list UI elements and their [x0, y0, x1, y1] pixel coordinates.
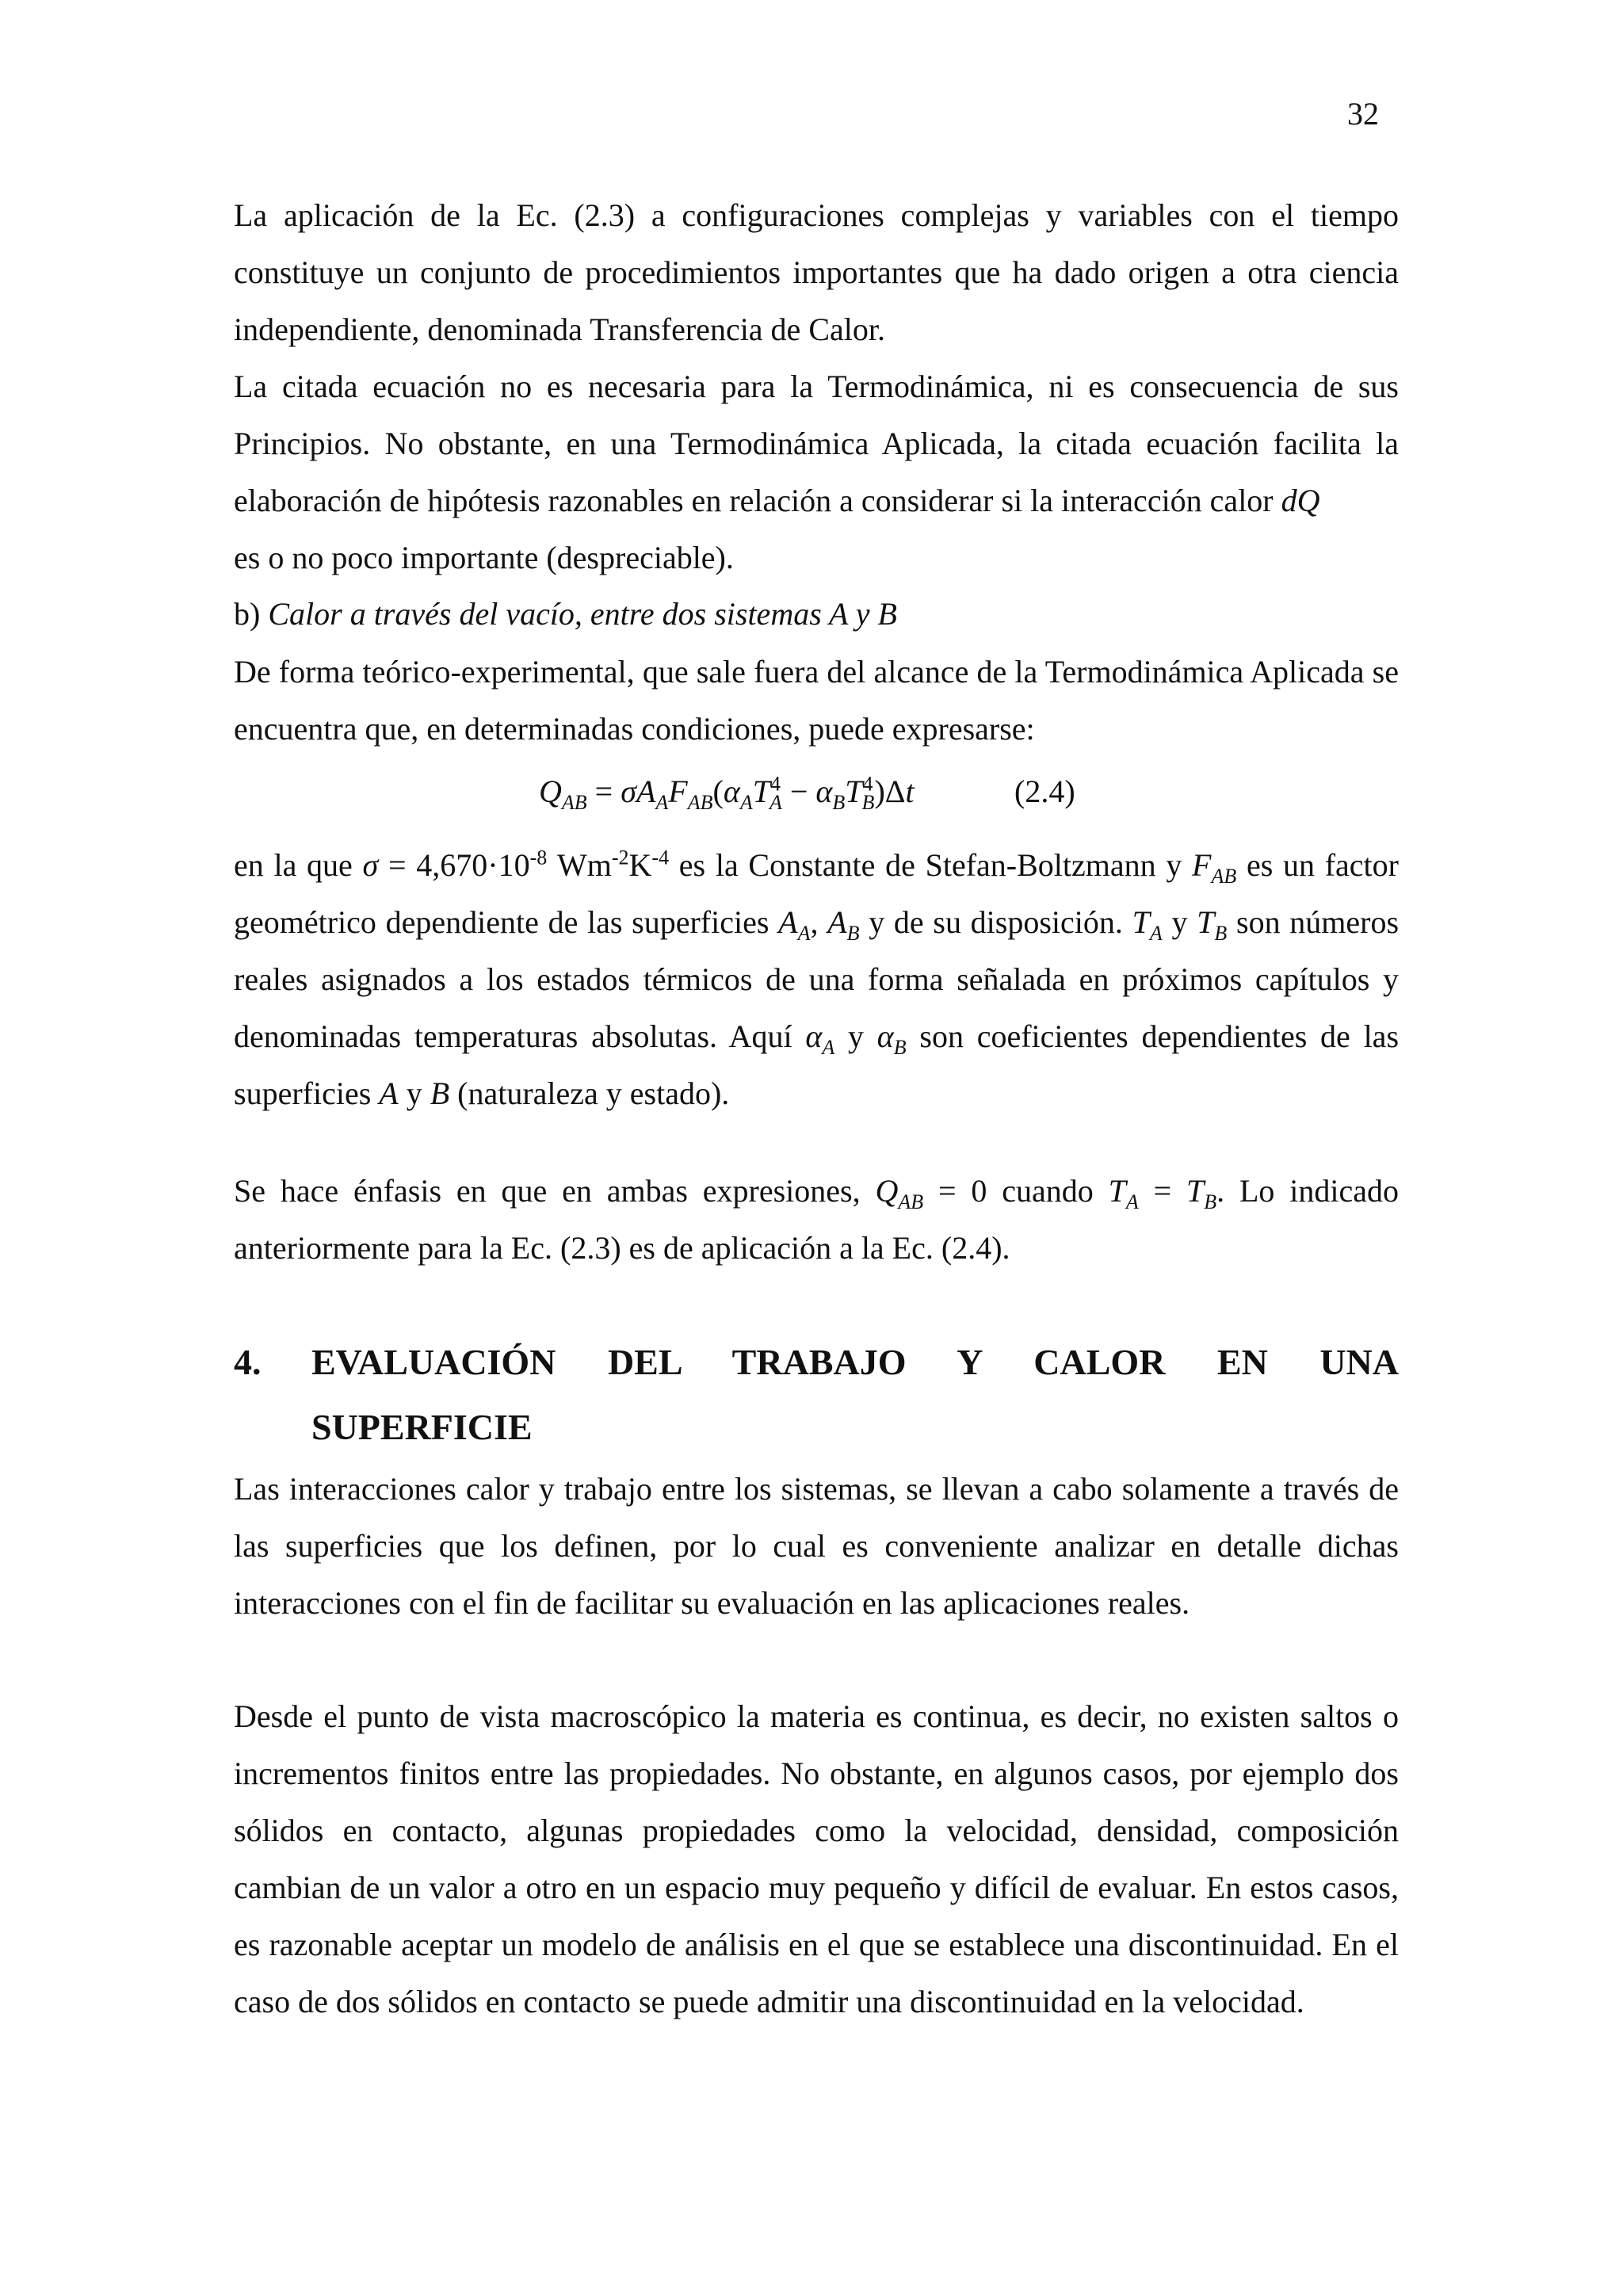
exponent: -4: [651, 846, 670, 869]
text-span: y: [1162, 904, 1197, 940]
paragraph-experimental: [234, 644, 1399, 758]
text-span: y: [834, 1018, 877, 1054]
text-span: y de su disposición.: [859, 904, 1132, 940]
subsection-title: [234, 586, 1399, 643]
text-span: en la que: [234, 847, 353, 883]
equation-number: (2.4): [1014, 774, 1075, 809]
subsection-italic-title: Calor a través del vacío, entre dos sistemas A y B: [268, 596, 897, 632]
paragraph-text: La aplicación de la Ec. (2.3) a configuraciones complejas y variables con el tiempo constituye un conjunto de procedimientos importantes que ha dado origen a otra ciencia independiente, denominada Transferencia de Calor.: [234, 197, 1399, 347]
paragraph-text: Desde el punto de vista macroscópico la materia es continua, es decir, no existen saltos o incrementos finitos entre las propiedades. No obstante, en algunos casos, por ejemplo dos sólidos en contacto, algunas propiedades como la velocidad, densidad, composición cambian de un valor a otro en un espacio muy pequeño y difícil de evaluar. En estos casos, es razonable aceptar un modelo de análisis en el que se establece una discontinuidad. En el caso de dos sólidos en contacto se puede admitir una discontinuidad en la velocidad.: [234, 1698, 1399, 2019]
unit: K: [628, 847, 652, 883]
paragraph-negligible: [234, 529, 1399, 586]
text-span: cuando: [987, 1173, 1109, 1209]
page-number: 32: [1347, 96, 1379, 132]
text-span: son coeficientes dependientes de las superficies: [234, 1018, 1400, 1111]
paragraph-stefan-boltzmann: [234, 837, 1399, 1122]
section-title-line1: EVALUACIÓN DEL TRABAJO Y CALOR EN UNA: [311, 1342, 1399, 1382]
text-span: es la Constante de Stefan-Boltzmann y: [669, 847, 1193, 883]
text-span: (naturaleza y estado).: [449, 1075, 730, 1111]
paragraph-text: Las interacciones calor y trabajo entre los sistemas, se llevan a cabo solamente a través de las superficies que los definen, por lo cual es conveniente analizar en detalle dichas interacciones con el fin de facilitar su evaluación en las aplicaciones reales.: [234, 1471, 1399, 1621]
math-dQ: dQ: [1281, 483, 1320, 518]
text-span: y: [398, 1075, 430, 1111]
section-title-line2: SUPERFICIE: [311, 1407, 533, 1447]
paragraph-macroscopic: [234, 1688, 1399, 2030]
paragraph-interactions: [234, 1461, 1399, 1632]
paragraph-emphasis: [234, 1163, 1399, 1277]
paragraph-text: es o no poco importante (despreciable).: [234, 540, 734, 575]
paragraph-transfer-heat: [234, 187, 1399, 358]
paragraph-text: De forma teórico-experimental, que sale fuera del alcance de la Termodinámica Aplicada se encuentra que, en determinadas condiciones, puede expresarse:: [234, 654, 1399, 747]
subsection-b: [234, 586, 1399, 643]
paragraph-text: en la que $\sigma = 4,670\cdot 10^{-8}$ $Wm^{-2}K^{-4}$ es la Constante de Stefan-Boltzmann y $F_{AB}$ es un factor geométrico dependiente de las superficies $A_A$, $A_B$ y de su disposición. $T_A$ y $T_B$ son números reales asignados a los estados térmicos de una forma señalada en próximos capítulos y denominadas temperaturas absolutas. Aquí $\alpha_A$ y $\alpha_B$ son coeficientes dependientes de las superficies A y B (naturaleza y estado).: [234, 846, 1400, 1111]
unit: Wm: [547, 847, 612, 883]
text-span: son números reales asignados a los estados térmicos de una forma señalada en próximos capítulos y denominadas temperaturas absolutas. Aquí: [234, 904, 1400, 1054]
equation-2-4: $Q_{AB} = \sigma A_AF_{AB}(\alpha_AT^4_A - \alpha_BT^4_B)\Delta t$: [539, 772, 915, 814]
exponent: -8: [529, 846, 548, 869]
exponent: -2: [611, 846, 629, 869]
paragraph-thermo-applied: [234, 358, 1399, 529]
paragraph-text: Se hace énfasis en que en ambas expresiones, $Q_{AB} = 0$ cuando $T_A = T_B$. Lo indicado anteriormente para la Ec. (2.3) es de aplicación a la Ec. (2.4).: [234, 1173, 1399, 1266]
text-span: es un factor geométrico dependiente de las superficies: [234, 847, 1399, 940]
paragraph-text: [234, 358, 1399, 529]
subsection-label: b): [234, 596, 269, 632]
text-span: . Lo indicado anteriormente para la Ec. (2.3) es de aplicación a la Ec. (2.4).: [234, 1173, 1399, 1266]
section-number: 4.: [234, 1342, 262, 1382]
paragraph-text-span: La citada ecuación no es necesaria para la Termodinámica, ni es consecuencia de sus Principios. No obstante, en una Termodinámica Aplicada, la citada ecuación facilita la elaboración de hipótesis razonables en relación a considerar si la interacción calor: [234, 369, 1399, 518]
text-span: Se hace énfasis en que en ambas expresiones,: [234, 1173, 876, 1209]
